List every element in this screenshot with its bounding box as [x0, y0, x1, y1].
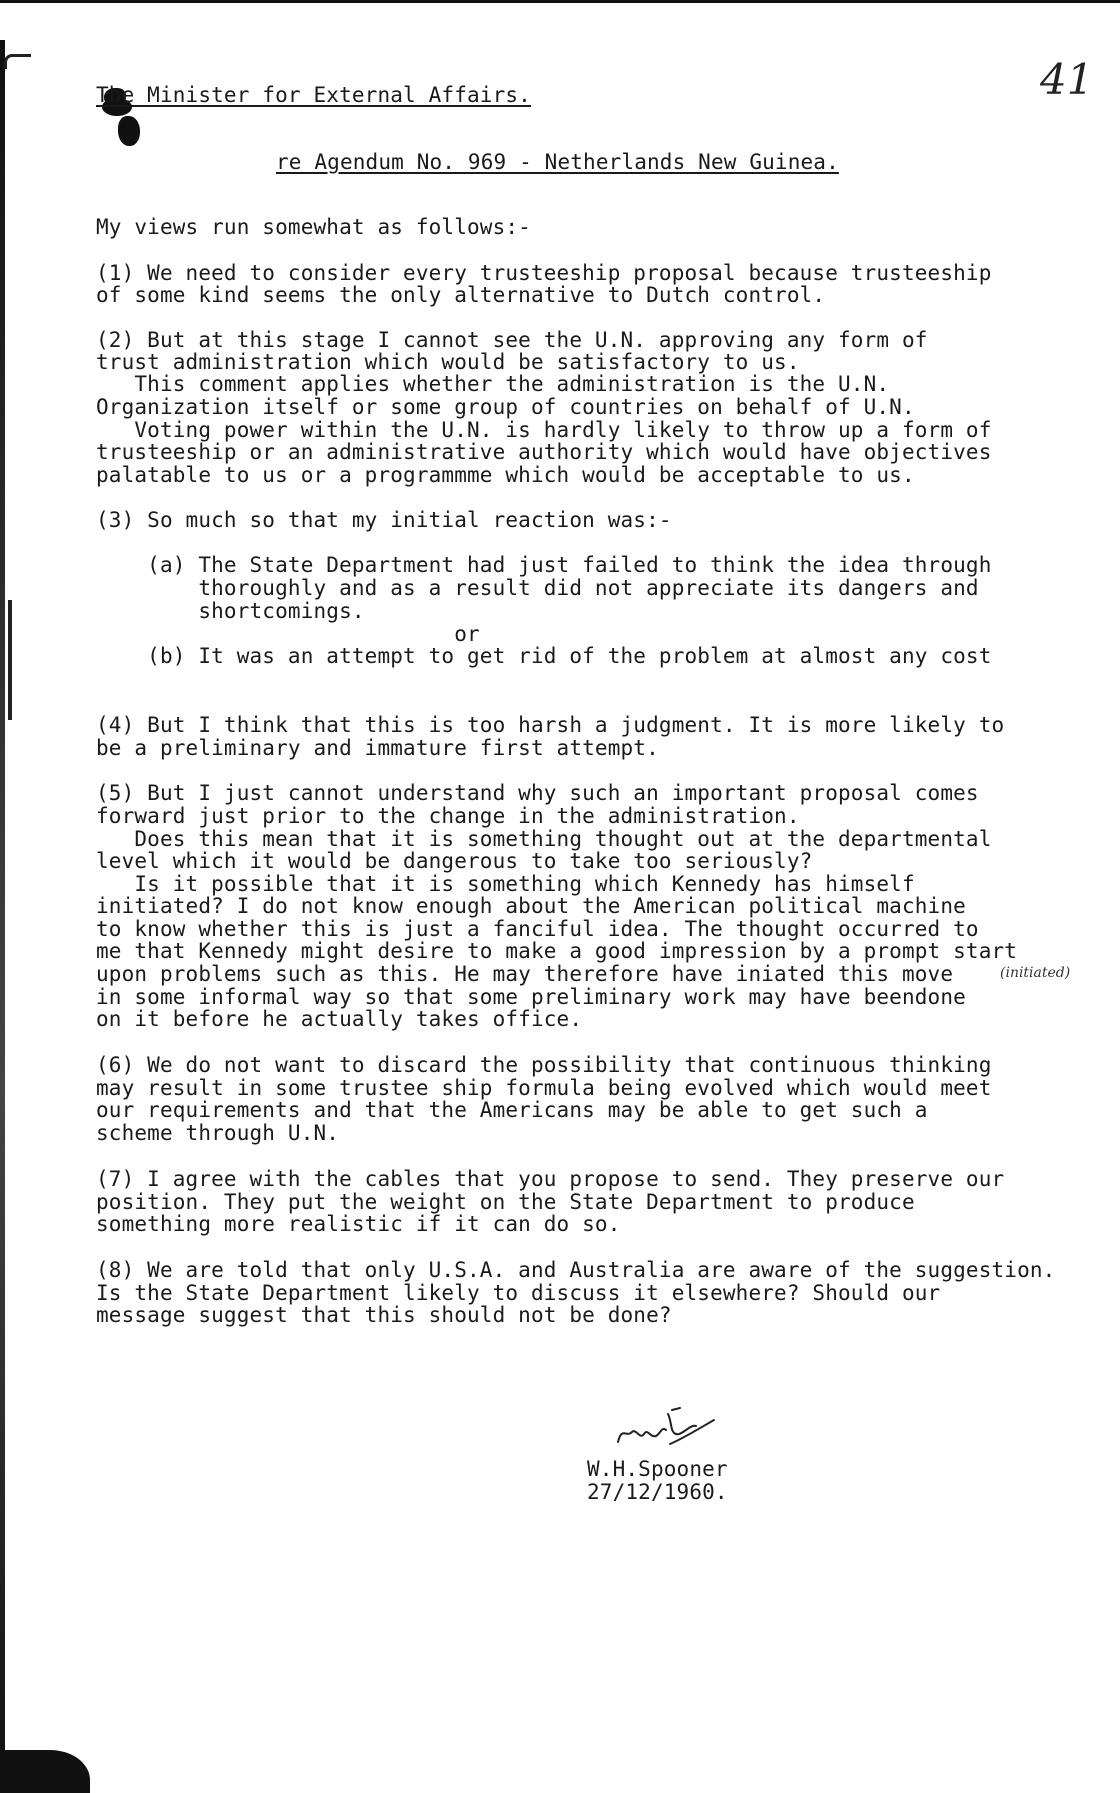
handwritten-margin-note: (initiated)	[1000, 965, 1071, 981]
body-line: (1) We need to consider every trusteeship proposal because trusteeship	[96, 261, 992, 285]
body-line: This comment applies whether the administration is the U.N.	[96, 372, 890, 396]
body-line: (7) I agree with the cables that you propose to send. They preserve our	[96, 1167, 1005, 1191]
scan-edge-left	[0, 40, 5, 1793]
body-line: (8) We are told that only U.S.A. and Australia are aware of the suggestion.	[96, 1258, 1056, 1282]
body-line: to know whether this is just a fanciful idea. The thought occurred to	[96, 917, 979, 941]
body-line: initiated? I do not know enough about the American political machine	[96, 894, 966, 918]
subject-heading: re Agendum No. 969 - Netherlands New Guinea.	[276, 150, 839, 174]
body-line: our requirements and that the Americans may be able to get such a	[96, 1098, 928, 1122]
scan-corner-shadow	[0, 1750, 90, 1793]
scan-edge-mark	[8, 600, 12, 720]
body-line: position. They put the weight on the State Department to produce	[96, 1190, 915, 1214]
body-line: or	[96, 622, 480, 646]
body-line: palatable to us or a programmme which would be acceptable to us.	[96, 463, 915, 487]
body-line: level which it would be dangerous to take too seriously?	[96, 849, 813, 873]
body-line: (b) It was an attempt to get rid of the problem at almost any cost	[96, 644, 992, 668]
scan-corner-mark	[4, 54, 31, 69]
body-line: (5) But I just cannot understand why such an important proposal comes	[96, 781, 979, 805]
folio-number: 41	[1040, 55, 1094, 104]
body-line: on it before he actually takes office.	[96, 1007, 583, 1031]
body-line: Is the State Department likely to discuss it elsewhere? Should our	[96, 1281, 941, 1305]
body-line: My views run somewhat as follows:-	[96, 215, 531, 239]
body-line: Voting power within the U.N. is hardly likely to throw up a form of	[96, 418, 992, 442]
body-line: (2) But at this stage I cannot see the U.N. approving any form of	[96, 328, 928, 352]
body-line: trusteeship or an administrative authority which would have objectives	[96, 440, 992, 464]
signature-date: 27/12/1960.	[587, 1480, 728, 1504]
body-line: scheme through U.N.	[96, 1121, 340, 1145]
body-line: shortcomings.	[96, 599, 365, 623]
body-line: forward just prior to the change in the administration.	[96, 804, 800, 828]
body-line: Is it possible that it is something which Kennedy has himself	[96, 872, 915, 896]
body-line: may result in some trustee ship formula being evolved which would meet	[96, 1076, 992, 1100]
handwritten-signature	[610, 1404, 720, 1454]
body-line: Does this mean that it is something thought out at the departmental	[96, 827, 992, 851]
addressee-heading: The Minister for External Affairs.	[96, 83, 531, 107]
body-line: trust administration which would be satisfactory to us.	[96, 350, 800, 374]
scan-edge-top	[0, 0, 1120, 3]
body-line: be a preliminary and immature first attempt.	[96, 736, 659, 760]
signatory-name: W.H.Spooner	[587, 1457, 728, 1481]
body-line: of some kind seems the only alternative to Dutch control.	[96, 283, 826, 307]
body-line: message suggest that this should not be done?	[96, 1303, 672, 1327]
body-line: (a) The State Department had just failed to think the idea through	[96, 553, 992, 577]
body-line: thoroughly and as a result did not appreciate its dangers and	[96, 576, 979, 600]
body-line: (3) So much so that my initial reaction was:-	[96, 508, 672, 532]
body-line: something more realistic if it can do so.	[96, 1212, 621, 1236]
body-line: upon problems such as this. He may therefore have iniated this move	[96, 962, 954, 986]
body-line: me that Kennedy might desire to make a good impression by a prompt start	[96, 939, 1018, 963]
ink-blot	[118, 116, 140, 146]
body-line: Organization itself or some group of countries on behalf of U.N.	[96, 395, 915, 419]
body-line: in some informal way so that some preliminary work may have beendone	[96, 985, 966, 1009]
body-line: (6) We do not want to discard the possibility that continuous thinking	[96, 1053, 992, 1077]
body-line: (4) But I think that this is too harsh a judgment. It is more likely to	[96, 713, 1005, 737]
